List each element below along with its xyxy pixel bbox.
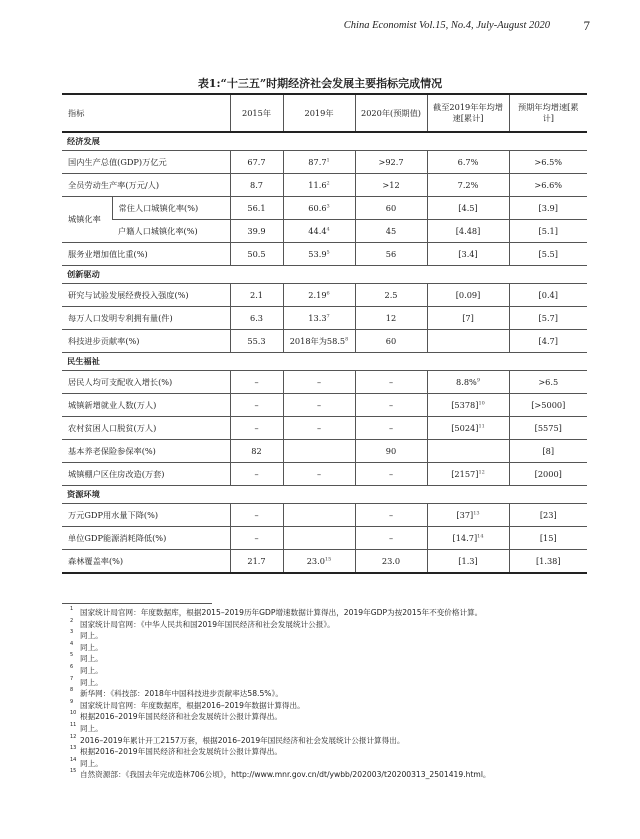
- cell-2019: [283, 463, 355, 486]
- cell-2020: [355, 527, 427, 550]
- cell-2020: [355, 307, 427, 330]
- cell-2015-text: 21.7: [247, 556, 266, 566]
- footnote-rule: [62, 603, 212, 604]
- indicator-name: [62, 417, 230, 440]
- cell-2015: [230, 504, 283, 527]
- table-title: 表1:“十三五”时期经济社会发展主要指标完成情况: [197, 77, 443, 90]
- cell-2020-text: 60: [385, 336, 397, 346]
- table-row: [62, 394, 587, 417]
- footnote-ref: 4: [326, 226, 330, 233]
- cell-actual-growth-text: [1.3]: [458, 556, 478, 566]
- indicator-name-text: 农村贫困人口脱贫(万人): [68, 422, 157, 433]
- footnote-ref: 13: [473, 510, 480, 517]
- section-row: [62, 486, 587, 504]
- cell-actual-growth: [427, 284, 509, 307]
- cell-target-growth: [509, 463, 587, 486]
- cell-2020-text: 56: [385, 249, 397, 259]
- indicator-name-text: 万元GDP用水量下降(%): [68, 509, 159, 520]
- cell-actual-growth: [427, 440, 509, 463]
- cell-target-growth-text: [5.7]: [538, 313, 558, 323]
- table-row: [62, 527, 587, 550]
- cell-actual-growth: [427, 174, 509, 197]
- cell-target-growth-text: [23]: [539, 510, 557, 520]
- cell-2019: [283, 330, 355, 353]
- cell-target-growth-text: [1.38]: [535, 556, 561, 566]
- cell-target-growth: [509, 151, 587, 174]
- cell-actual-growth-text: 6.7%: [457, 157, 479, 167]
- section-row: [62, 266, 587, 284]
- table-row: [62, 417, 587, 440]
- table-row: [62, 197, 587, 220]
- cell-actual-growth-text: [5378]: [451, 400, 479, 410]
- table-row: [62, 151, 587, 174]
- cell-actual-growth: [427, 550, 509, 574]
- footnote-ref: 10: [478, 400, 485, 407]
- sub-indicator-name: [112, 220, 230, 243]
- cell-2019: [283, 220, 355, 243]
- footnote-ref: 11: [478, 423, 485, 430]
- cell-target-growth: [509, 504, 587, 527]
- cell-2020-text: 90: [385, 446, 397, 456]
- footnote: [70, 606, 600, 619]
- cell-target-growth-text: [>5000]: [531, 400, 566, 410]
- cell-2019-text: 13.3: [308, 313, 327, 323]
- footnote-number: 3: [70, 629, 74, 636]
- footnote-ref: 5: [326, 249, 330, 256]
- cell-target-growth: [509, 440, 587, 463]
- footnote-number: 7: [70, 675, 74, 682]
- section-title: 资源环境: [62, 486, 587, 504]
- footnote-number: 9: [70, 698, 74, 705]
- cell-2020: [355, 151, 427, 174]
- cell-2015: [230, 284, 283, 307]
- cell-2019-text: 2.19: [308, 290, 327, 300]
- cell-2019: [283, 307, 355, 330]
- cell-2020-text: 12: [385, 313, 397, 323]
- cell-actual-growth-text: 8.8%: [456, 377, 477, 387]
- cell-2020: [355, 243, 427, 266]
- cell-2020-text: 23.0: [381, 556, 401, 566]
- cell-actual-growth: [427, 151, 509, 174]
- indicator-name: [62, 243, 230, 266]
- cell-actual-growth-text: [7]: [462, 313, 474, 323]
- cell-2020-text: –: [388, 423, 394, 433]
- indicator-name-text: 居民人均可支配收入增长(%): [68, 376, 173, 387]
- footnote-ref: 2: [326, 180, 330, 187]
- cell-2020: [355, 504, 427, 527]
- running-header: [60, 20, 590, 36]
- indicator-name-text: 研究与试验发展经费投入强度(%): [68, 289, 189, 300]
- footnote-number: 10: [70, 710, 77, 717]
- cell-2020: [355, 463, 427, 486]
- cell-2019-text: 11.6: [308, 180, 327, 190]
- table-row: [62, 330, 587, 353]
- sub-indicator-name: [112, 197, 230, 220]
- footnote-ref: 6: [326, 290, 330, 297]
- footnote: [70, 756, 600, 770]
- col-header-2019: 2019年: [283, 94, 355, 132]
- cell-target-growth-text: >6.5: [538, 377, 559, 387]
- footnote: [70, 733, 600, 747]
- cell-2015: [230, 151, 283, 174]
- table-row: [62, 220, 587, 243]
- cell-2020-text: 60: [385, 203, 397, 213]
- footnote-text: 新华网：《科技部：2018年中国科技进步贡献率达58.5%》。: [80, 689, 283, 699]
- footnote: [70, 721, 600, 735]
- cell-2019-text: 60.6: [308, 203, 327, 213]
- footnote-text: 同上。: [80, 758, 103, 768]
- cell-2015: [230, 243, 283, 266]
- cell-2015: [230, 417, 283, 440]
- cell-2019: [283, 197, 355, 220]
- cell-2020-text: >92.7: [378, 157, 404, 167]
- cell-2019-text: 53.9: [308, 249, 327, 259]
- cell-2020: [355, 440, 427, 463]
- indicator-name-text: 基本养老保险参保率(%): [68, 445, 156, 456]
- cell-target-growth-text: [8]: [542, 446, 555, 456]
- cell-2015-text: 55.3: [247, 336, 266, 346]
- col-header-actual-growth: 截至2019年年均增速[累计]: [427, 94, 509, 132]
- indicator-name: [62, 550, 230, 574]
- cell-target-growth-text: [5.5]: [538, 249, 558, 259]
- cell-actual-growth-text: [5024]: [451, 423, 479, 433]
- cell-2019: [283, 440, 355, 463]
- table-row: [62, 284, 587, 307]
- cell-2015-text: –: [254, 423, 259, 433]
- cell-actual-growth: [427, 330, 509, 353]
- cell-target-growth-text: [4.7]: [538, 336, 558, 346]
- cell-2019-text: –: [316, 423, 322, 433]
- cell-2020: [355, 394, 427, 417]
- cell-2015-text: 6.3: [250, 313, 264, 323]
- cell-2015: [230, 220, 283, 243]
- indicator-name: [62, 151, 230, 174]
- footnote-text: 国家统计局官网：年度数据库，根据2016–2019年数据计算得出。: [80, 700, 305, 710]
- cell-2015-text: –: [254, 510, 259, 520]
- cell-target-growth: [509, 550, 587, 574]
- indicator-name: [62, 527, 230, 550]
- footnote: [70, 675, 600, 689]
- indicator-name-text: 森林覆盖率(%): [68, 555, 124, 566]
- indicator-name-text: 科技进步贡献率(%): [68, 335, 140, 346]
- cell-2020-text: –: [388, 400, 394, 410]
- cell-2019: [283, 417, 355, 440]
- cell-2015-text: 39.9: [247, 226, 266, 236]
- footnote-number: 6: [70, 663, 74, 670]
- cell-actual-growth: [427, 417, 509, 440]
- cell-2020: [355, 284, 427, 307]
- section-row: [62, 353, 587, 371]
- cell-2019-text: –: [316, 469, 322, 479]
- cell-target-growth: [509, 417, 587, 440]
- cell-actual-growth-text: [3.4]: [458, 249, 478, 259]
- cell-2015: [230, 371, 283, 394]
- footnote: [70, 663, 600, 677]
- cell-target-growth: [509, 220, 587, 243]
- indicator-name: [62, 371, 230, 394]
- cell-actual-growth-text: [4.5]: [458, 203, 478, 213]
- cell-target-growth: [509, 527, 587, 550]
- section-title: 创新驱动: [62, 266, 587, 284]
- table-row: [62, 463, 587, 486]
- cell-2020: [355, 550, 427, 574]
- indicator-name-text: 每万人口发明专利拥有量(件): [68, 312, 173, 323]
- cell-target-growth-text: [2000]: [534, 469, 562, 479]
- indicator-name-text: 城镇新增就业人数(万人): [68, 399, 157, 410]
- cell-2019: [283, 504, 355, 527]
- cell-2015-text: –: [254, 533, 259, 543]
- footnote-text: 同上。: [80, 642, 103, 652]
- cell-2019-text: 2018年为58.5: [289, 335, 346, 346]
- cell-actual-growth-text: [14.7]: [452, 533, 478, 543]
- footnote-ref: 15: [324, 556, 332, 563]
- footnote-number: 8: [70, 687, 74, 694]
- cell-2019: [283, 394, 355, 417]
- footnote-ref: 14: [477, 533, 484, 540]
- cell-actual-growth: [427, 220, 509, 243]
- footnotes: [70, 606, 600, 781]
- cell-actual-growth-text: [4.48]: [455, 226, 481, 236]
- indicator-name: [62, 284, 230, 307]
- cell-2019: [283, 371, 355, 394]
- cell-2019-text: –: [316, 400, 322, 410]
- table-row: [62, 243, 587, 266]
- indicator-name: [62, 504, 230, 527]
- footnote-text: 同上。: [80, 631, 103, 641]
- cell-2015: [230, 527, 283, 550]
- indicator-name: [62, 330, 230, 353]
- section-title: 民生福祉: [62, 353, 587, 371]
- cell-actual-growth: [427, 527, 509, 550]
- cell-target-growth-text: [5.1]: [538, 226, 558, 236]
- footnote: [70, 698, 600, 712]
- cell-target-growth: [509, 394, 587, 417]
- cell-2015-text: 67.7: [247, 157, 266, 167]
- cell-2020: [355, 197, 427, 220]
- cell-target-growth: [509, 243, 587, 266]
- cell-2015: [230, 197, 283, 220]
- cell-2019: [283, 243, 355, 266]
- footnote-text: 自然资源部：《我国去年完成造林706公顷》，http://www.mnr.gov.cn/dt/ywbb/202003/t20200313_2501419.html。: [80, 770, 491, 780]
- cell-actual-growth: [427, 307, 509, 330]
- table-row: [62, 307, 587, 330]
- cell-2020: [355, 371, 427, 394]
- cell-2020-text: –: [388, 533, 394, 543]
- footnote-number: 13: [70, 745, 77, 752]
- cell-2020-text: –: [388, 377, 394, 387]
- journal-citation: China Economist Vol.15, No.4, July-August 2020: [343, 20, 550, 31]
- indicator-name-text: 全员劳动生产率(万元/人): [68, 179, 160, 190]
- cell-2015: [230, 174, 283, 197]
- indicator-name: [62, 174, 230, 197]
- footnote-text: 2016–2019年累计开工2157万套，根据2016–2019年国民经济和社会发展统计公报计算得出。: [80, 735, 405, 745]
- cell-2015: [230, 307, 283, 330]
- cell-target-growth: [509, 174, 587, 197]
- footnote: [70, 745, 600, 758]
- footnote-number: 4: [70, 640, 74, 647]
- table-row: [62, 504, 587, 527]
- cell-2015-text: 8.7: [250, 180, 264, 190]
- cell-target-growth: [509, 307, 587, 330]
- footnote: [70, 640, 600, 654]
- footnote-ref: 7: [326, 313, 330, 320]
- table-header: [62, 94, 587, 132]
- group-name: [62, 197, 112, 243]
- col-header-target-growth: 预期年均增速[累计]: [509, 94, 587, 132]
- indicator-name: [62, 307, 230, 330]
- cell-2019-text: 87.7: [308, 157, 327, 167]
- footnote-text: 根据2016–2019年国民经济和社会发展统计公报计算得出。: [80, 747, 282, 757]
- cell-2020: [355, 330, 427, 353]
- footnote-number: 15: [70, 768, 77, 775]
- cell-2020-text: 2.5: [384, 290, 398, 300]
- cell-2015-text: 82: [251, 446, 262, 456]
- cell-2015-text: 50.5: [247, 249, 266, 259]
- indicator-name-text: 服务业增加值比重(%): [68, 248, 148, 259]
- footnote: [70, 687, 600, 700]
- section-row: [62, 132, 587, 151]
- footnote-ref: 9: [476, 377, 481, 384]
- cell-actual-growth-text: [0.09]: [455, 290, 481, 300]
- footnote: [70, 652, 600, 665]
- cell-2020: [355, 220, 427, 243]
- footnote-text: 国家统计局官网：《中华人民共和国2019年国民经济和社会发展统计公报》。: [80, 619, 335, 629]
- cell-2015-text: 2.1: [250, 290, 264, 300]
- col-header-2015: 2015年: [230, 94, 283, 132]
- cell-2019: [283, 527, 355, 550]
- indicator-name: [62, 394, 230, 417]
- col-header-indicator: 指标: [62, 94, 230, 132]
- cell-actual-growth: [427, 371, 509, 394]
- table-row: [62, 371, 587, 394]
- footnote-number: 12: [70, 733, 77, 740]
- cell-2019: [283, 151, 355, 174]
- footnote-number: 11: [70, 721, 77, 728]
- indicator-name: [62, 463, 230, 486]
- cell-target-growth-text: >6.6%: [534, 180, 563, 190]
- cell-2019: [283, 174, 355, 197]
- indicator-name-text: 国内生产总值(GDP)万亿元: [68, 156, 167, 167]
- footnote-ref: 12: [478, 469, 485, 476]
- cell-2019-text: 44.4: [308, 226, 327, 236]
- cell-2015-text: –: [254, 400, 259, 410]
- footnote-ref: 8: [345, 335, 349, 342]
- cell-target-growth-text: [3.9]: [538, 203, 558, 213]
- footnote-number: 1: [70, 606, 74, 612]
- cell-2019-text: –: [316, 377, 322, 387]
- cell-2015-text: –: [254, 469, 259, 479]
- cell-actual-growth: [427, 394, 509, 417]
- cell-2020: [355, 417, 427, 440]
- cell-2019: [283, 284, 355, 307]
- cell-2020-text: –: [388, 510, 394, 520]
- footnote-number: 5: [70, 652, 74, 659]
- cell-target-growth-text: [15]: [539, 533, 557, 543]
- footnote-number: 2: [70, 617, 74, 624]
- cell-2020-text: –: [388, 469, 394, 479]
- indicator-name: [62, 440, 230, 463]
- cell-target-growth: [509, 371, 587, 394]
- sub-indicator-name-text: 户籍人口城镇化率(%): [118, 225, 198, 236]
- cell-target-growth-text: >6.5%: [534, 157, 563, 167]
- footnote-text: 同上。: [80, 723, 103, 733]
- cell-actual-growth-text: [37]: [456, 510, 474, 520]
- footnote: [70, 710, 600, 723]
- cell-actual-growth: [427, 243, 509, 266]
- footnote: [70, 617, 600, 631]
- table-row: [62, 174, 587, 197]
- cell-actual-growth: [427, 197, 509, 220]
- footnote: [70, 629, 600, 642]
- indicator-name-text: 单位GDP能源消耗降低(%): [68, 532, 167, 543]
- cell-2020-text: >12: [382, 180, 400, 190]
- cell-actual-growth: [427, 504, 509, 527]
- cell-target-growth-text: [5575]: [534, 423, 562, 433]
- cell-target-growth: [509, 330, 587, 353]
- sub-indicator-name-text: 常住人口城镇化率(%): [118, 202, 199, 213]
- footnote-text: 同上。: [80, 665, 103, 675]
- footnote-ref: 1: [326, 157, 330, 164]
- group-name-text: 城镇化率: [68, 214, 101, 224]
- indicators-table: [62, 93, 587, 574]
- cell-2020: [355, 174, 427, 197]
- page-number: 7: [583, 18, 590, 33]
- section-title: 经济发展: [62, 132, 587, 151]
- footnote-text: 根据2016–2019年国民经济和社会发展统计公报计算得出。: [80, 712, 282, 722]
- cell-2019: [283, 550, 355, 574]
- table-row: [62, 440, 587, 463]
- cell-target-growth: [509, 284, 587, 307]
- cell-actual-growth: [427, 463, 509, 486]
- cell-2015: [230, 463, 283, 486]
- cell-target-growth: [509, 197, 587, 220]
- footnote: [70, 768, 600, 781]
- footnote-text: 同上。: [80, 677, 103, 687]
- cell-2015: [230, 330, 283, 353]
- indicator-name-text: 城镇棚户区住房改造(万套): [68, 468, 165, 479]
- cell-2015-text: 56.1: [247, 203, 266, 213]
- cell-2020-text: 45: [385, 226, 397, 236]
- cell-actual-growth-text: 7.2%: [457, 180, 479, 190]
- table-row: [62, 550, 587, 574]
- footnote-text: 同上。: [80, 654, 103, 664]
- cell-2015: [230, 440, 283, 463]
- cell-2015-text: –: [254, 377, 259, 387]
- cell-2019-text: 23.0: [306, 556, 325, 566]
- cell-target-growth-text: [0.4]: [538, 290, 558, 300]
- col-header-2020: 2020年(预期值): [355, 94, 427, 132]
- cell-2015: [230, 394, 283, 417]
- footnote-ref: 3: [326, 203, 330, 210]
- footnote-number: 14: [70, 756, 77, 763]
- cell-actual-growth-text: [2157]: [451, 469, 479, 479]
- cell-2015: [230, 550, 283, 574]
- footnote-text: 国家统计局官网：年度数据库，根据2015–2019历年GDP增速数据计算得出，2019年GDP为按2015年不变价格计算。: [80, 608, 483, 617]
